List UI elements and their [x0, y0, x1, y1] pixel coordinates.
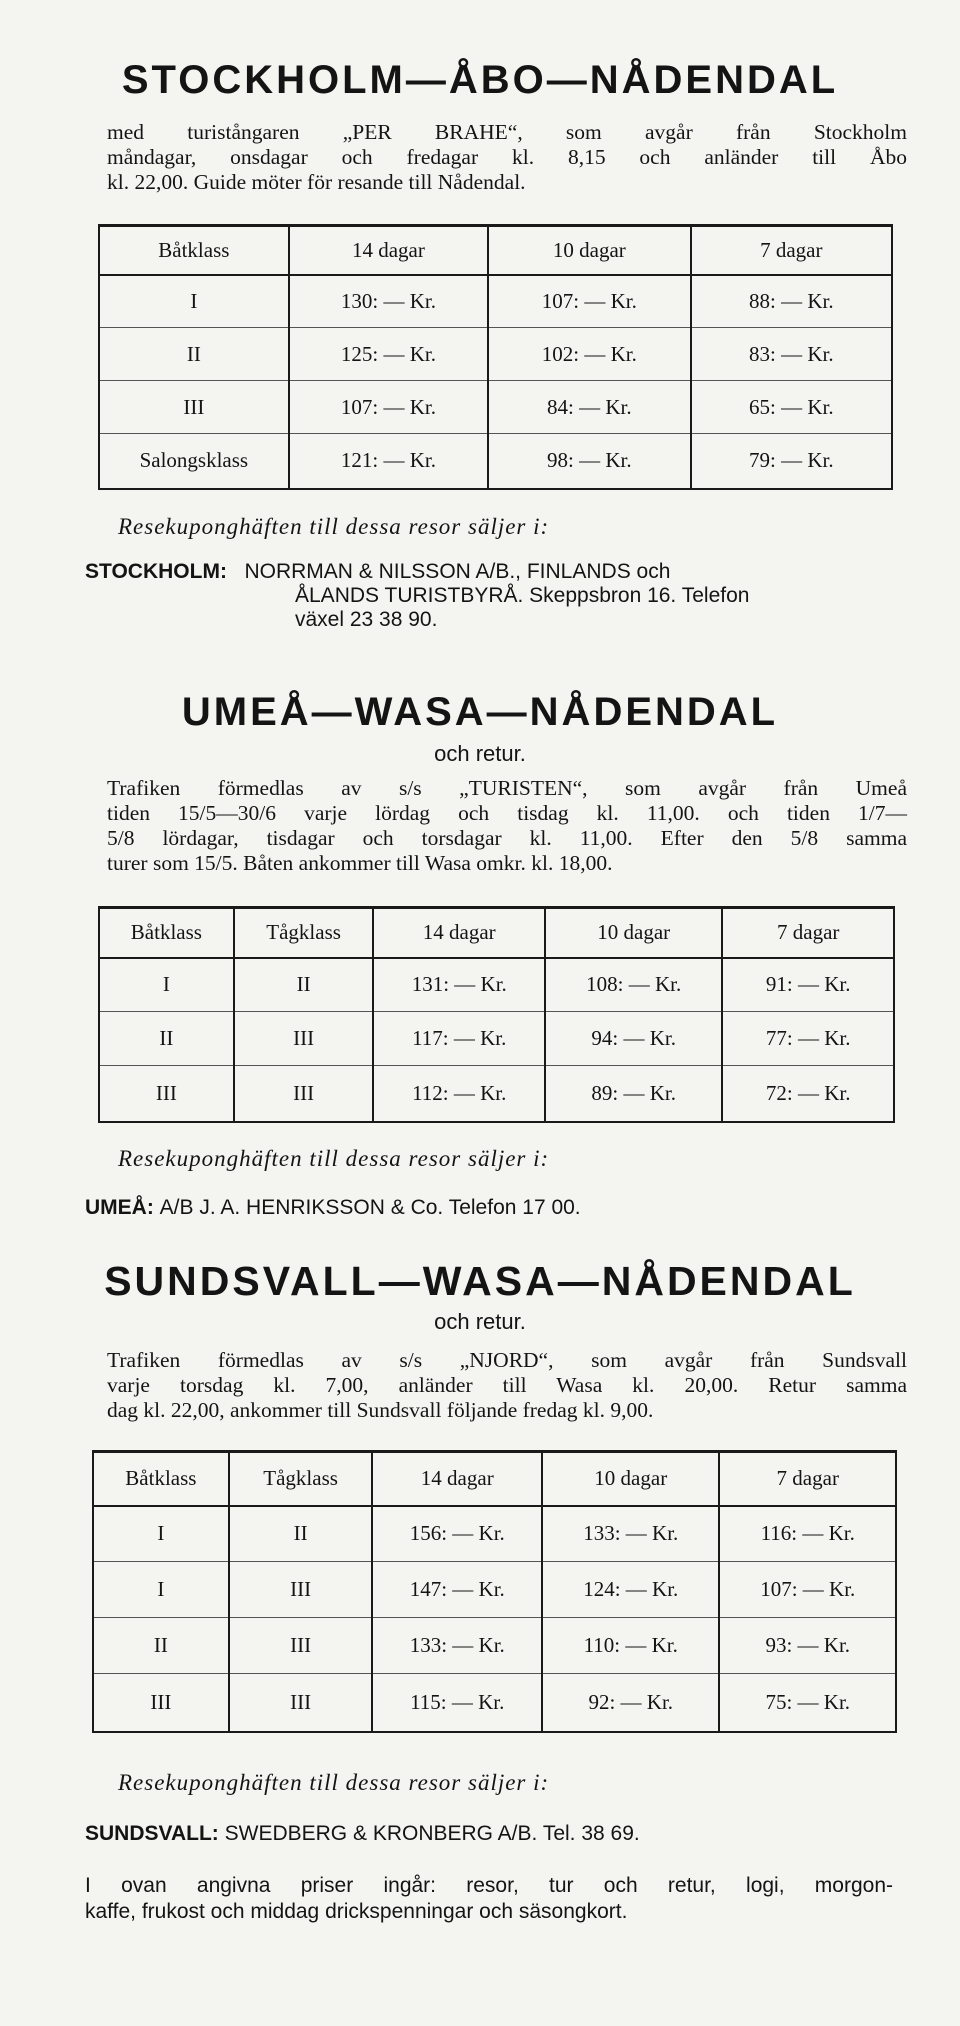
table-cell: 125: — Kr.: [289, 328, 488, 381]
table-cell: Salongsklass: [99, 434, 289, 489]
column-header: 14 dagar: [289, 226, 488, 275]
table-row: [99, 1012, 894, 1066]
paragraph-line: Trafiken förmedlas av s/s „TURISTEN“, som avgår från Umeå: [107, 776, 907, 800]
table-cell: 133: — Kr.: [372, 1618, 542, 1674]
table-cell: 75: — Kr.: [719, 1674, 896, 1732]
seller-title: Resekuponghäften till dessa resor säljer i:: [118, 514, 550, 539]
table-cell: 79: — Kr.: [691, 434, 892, 489]
table-row: [99, 275, 892, 328]
table-cell: III: [234, 1066, 374, 1122]
seller-title: Resekuponghäften till dessa resor säljer i:: [118, 1146, 550, 1171]
paragraph-line: tiden 15/5—30/6 varje lördag och tisdag kl. 11,00. och tiden 1/7—: [107, 801, 907, 825]
footer-line: I ovan angivna priser ingår: resor, tur och retur, logi, morgon-: [85, 1874, 893, 1897]
column-header: 10 dagar: [542, 1452, 719, 1506]
seller-umea: [85, 1196, 581, 1220]
table-row: [99, 434, 892, 489]
table-cell: III: [99, 381, 289, 434]
table-cell: II: [93, 1618, 229, 1674]
table-cell: 83: — Kr.: [691, 328, 892, 381]
table-cell: 72: — Kr.: [722, 1066, 894, 1122]
table-cell: 107: — Kr.: [488, 275, 690, 328]
table-cell: 65: — Kr.: [691, 381, 892, 434]
table-cell: 130: — Kr.: [289, 275, 488, 328]
table-cell: 110: — Kr.: [542, 1618, 719, 1674]
price-table-stockholm: [98, 224, 893, 490]
table-cell: III: [229, 1562, 373, 1618]
table-cell: 93: — Kr.: [719, 1618, 896, 1674]
column-header: Tågklass: [229, 1452, 373, 1506]
seller-city: STOCKHOLM:: [85, 560, 227, 583]
table-cell: 91: — Kr.: [722, 958, 894, 1012]
section-stockholm: [0, 58, 960, 103]
paragraph-line: turer som 15/5. Båten ankommer till Wasa omkr. kl. 18,00.: [107, 851, 613, 875]
footer-note: [85, 1873, 893, 1925]
section-subtitle: och retur.: [434, 1309, 526, 1334]
column-header: Båtklass: [99, 226, 289, 275]
table-cell: I: [93, 1506, 229, 1562]
column-header: 14 dagar: [373, 908, 545, 958]
table-cell: III: [234, 1012, 374, 1066]
table-row: [93, 1562, 896, 1618]
table-cell: I: [93, 1562, 229, 1618]
section-stockholm-paragraph: [107, 120, 907, 195]
section-umea-paragraph: [107, 776, 907, 876]
table-cell: III: [229, 1618, 373, 1674]
table-row: [99, 958, 894, 1012]
price-table-sundsvall: [92, 1450, 897, 1733]
column-header: 10 dagar: [545, 908, 722, 958]
table-row: [93, 1618, 896, 1674]
seller-city: SUNDSVALL:: [85, 1822, 219, 1845]
seller-line: SWEDBERG & KRONBERG A/B. Tel. 38 69.: [224, 1822, 640, 1845]
table-cell: 94: — Kr.: [545, 1012, 722, 1066]
column-header: 10 dagar: [488, 226, 690, 275]
table-cell: 116: — Kr.: [719, 1506, 896, 1562]
table-header-row: [99, 226, 892, 275]
table-cell: II: [229, 1506, 373, 1562]
column-header: 7 dagar: [722, 908, 894, 958]
table-cell: 147: — Kr.: [372, 1562, 542, 1618]
table-cell: I: [99, 958, 234, 1012]
section-title: SUNDSVALL—WASA—NÅDENDAL: [104, 1258, 856, 1304]
paragraph-line: måndagar, onsdagar och fredagar kl. 8,15 och anländer till Åbo: [107, 145, 907, 169]
footer-line: kaffe, frukost och middag drickspenningar och säsongkort.: [85, 1900, 628, 1923]
table-cell: 89: — Kr.: [545, 1066, 722, 1122]
table-row: [99, 328, 892, 381]
table-cell: 77: — Kr.: [722, 1012, 894, 1066]
paragraph-line: med turistångaren „PER BRAHE“, som avgår från Stockholm: [107, 120, 907, 144]
table-cell: 115: — Kr.: [372, 1674, 542, 1732]
paragraph-line: kl. 22,00. Guide möter för resande till Nådendal.: [107, 170, 526, 194]
paragraph-line: dag kl. 22,00, ankommer till Sundsvall följande fredag kl. 9,00.: [107, 1398, 654, 1422]
table-cell: 124: — Kr.: [542, 1562, 719, 1618]
section-title: STOCKHOLM—ÅBO—NÅDENDAL: [121, 58, 839, 102]
column-header: 7 dagar: [719, 1452, 896, 1506]
table-header-row: [93, 1452, 896, 1506]
table-cell: 102: — Kr.: [488, 328, 690, 381]
table-cell: 133: — Kr.: [542, 1506, 719, 1562]
column-header: Tågklass: [234, 908, 374, 958]
table-row: [93, 1506, 896, 1562]
column-header: 7 dagar: [691, 226, 892, 275]
table-cell: 117: — Kr.: [373, 1012, 545, 1066]
table-row: [99, 1066, 894, 1122]
table-cell: 112: — Kr.: [373, 1066, 545, 1122]
table-cell: III: [93, 1674, 229, 1732]
table-cell: I: [99, 275, 289, 328]
section-title: UMEÅ—WASA—NÅDENDAL: [181, 690, 779, 734]
table-header-row: [99, 908, 894, 958]
seller-sundsvall: [85, 1822, 640, 1846]
column-header: Båtklass: [93, 1452, 229, 1506]
table-cell: II: [234, 958, 374, 1012]
section-sundsvall-paragraph: [107, 1348, 907, 1423]
section-sundsvall: [0, 1258, 960, 1335]
seller-line: NORRMAN & NILSSON A/B., FINLANDS och: [244, 560, 671, 583]
table-row: [93, 1674, 896, 1732]
paragraph-line: 5/8 lördagar, tisdagar och torsdagar kl. 11,00. Efter den 5/8 samma: [107, 826, 907, 850]
section-umea: [0, 690, 960, 767]
column-header: Båtklass: [99, 908, 234, 958]
table-cell: II: [99, 328, 289, 381]
seller-title: Resekuponghäften till dessa resor säljer i:: [118, 1770, 550, 1795]
seller-city: UMEÅ:: [85, 1196, 154, 1219]
table-cell: 92: — Kr.: [542, 1674, 719, 1732]
paragraph-line: varje torsdag kl. 7,00, anländer till Wasa kl. 20,00. Retur samma: [107, 1373, 907, 1397]
seller-line: A/B J. A. HENRIKSSON & Co. Telefon 17 00.: [159, 1196, 581, 1219]
table-cell: 84: — Kr.: [488, 381, 690, 434]
seller-stockholm: [85, 560, 749, 632]
table-cell: 107: — Kr.: [719, 1562, 896, 1618]
column-header: 14 dagar: [372, 1452, 542, 1506]
table-cell: 107: — Kr.: [289, 381, 488, 434]
table-cell: II: [99, 1012, 234, 1066]
table-cell: 156: — Kr.: [372, 1506, 542, 1562]
seller-line: växel 23 38 90.: [295, 608, 438, 631]
table-cell: 108: — Kr.: [545, 958, 722, 1012]
section-subtitle: och retur.: [434, 741, 526, 766]
table-cell: III: [99, 1066, 234, 1122]
table-cell: 131: — Kr.: [373, 958, 545, 1012]
paragraph-line: Trafiken förmedlas av s/s „NJORD“, som avgår från Sundsvall: [107, 1348, 907, 1372]
table-cell: 98: — Kr.: [488, 434, 690, 489]
table-cell: 121: — Kr.: [289, 434, 488, 489]
seller-line: ÅLANDS TURISTBYRÅ. Skeppsbron 16. Telefon: [295, 584, 750, 607]
table-cell: III: [229, 1674, 373, 1732]
table-row: [99, 381, 892, 434]
table-cell: 88: — Kr.: [691, 275, 892, 328]
price-table-umea: [98, 906, 895, 1123]
